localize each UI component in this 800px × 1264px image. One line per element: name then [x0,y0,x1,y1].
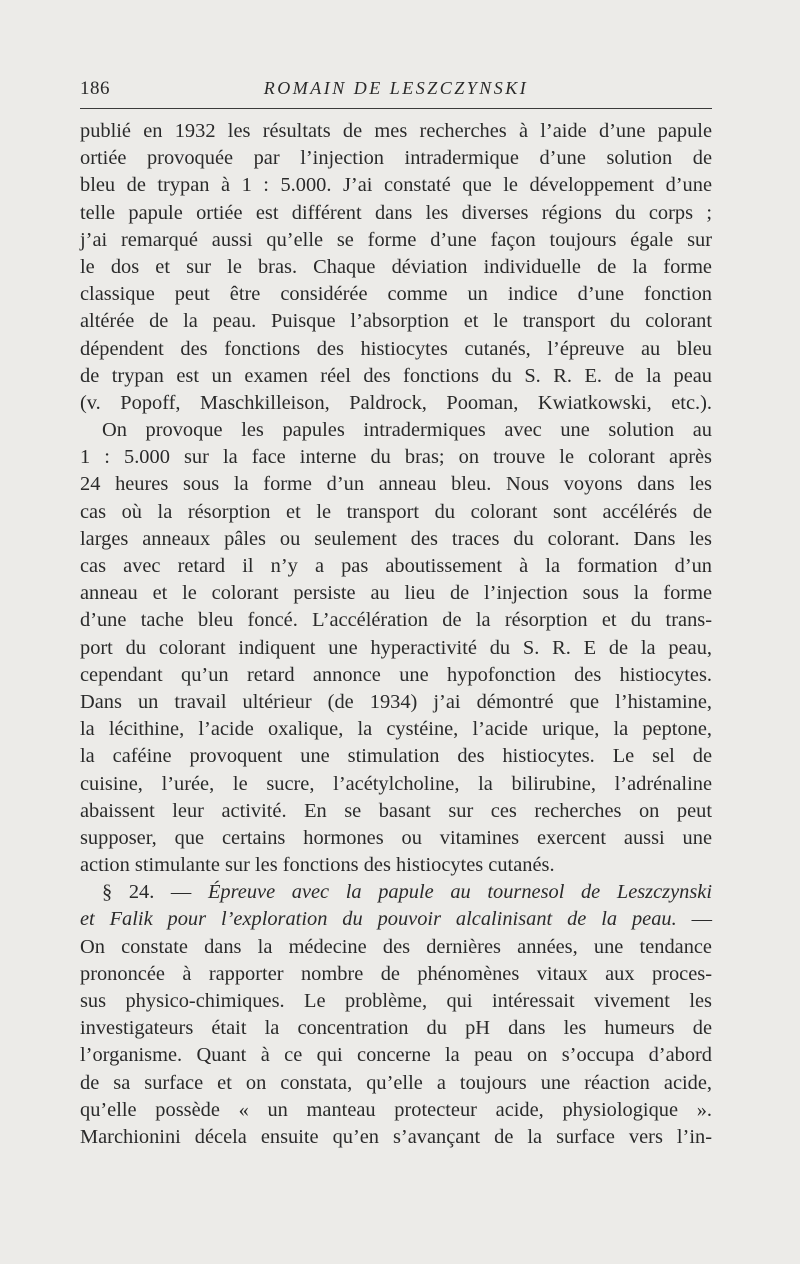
text-line: anneau et le colorant persiste au lieu de l’injection sous la forme [80,582,712,605]
text-line: Marchionini décela ensuite qu’en s’avançant de la surface vers l’in- [80,1125,712,1148]
text-line: j’ai remarqué aussi qu’elle se forme d’une façon toujours égale sur [80,228,712,251]
text-line: ortiée provoquée par l’injection intradermique d’une solution de [80,147,712,170]
text-line: l’organisme. Quant à ce qui concerne la peau on s’occupa d’abord [80,1044,712,1067]
text-line: dépendent des fonctions des histiocytes cutanés, l’épreuve au bleu [80,337,712,360]
text-line: larges anneaux pâles ou seulement des traces du colorant. Dans les [80,527,712,550]
text-line: cuisine, l’urée, le sucre, l’acétylcholine, la bilirubine, l’adrénaline [80,772,712,795]
text-line: On provoque les papules intradermiques avec une solution au [102,419,712,442]
section-dash: — [676,908,713,931]
text-line: classique peut être considérée comme un indice d’une fonction [80,283,712,306]
text-line: qu’elle possède « un manteau protecteur acide, physiologique ». [80,1098,712,1121]
text-line: On constate dans la médecine des dernières années, une tendance [80,935,712,958]
section-heading-line [80,906,712,933]
text-line: la caféine provoquent une stimulation des histiocytes. Le sel de [80,745,712,768]
text-line: prononcée à rapporter nombre de phénomènes vitaux aux proces- [80,962,712,985]
text-line: la lécithine, l’acide oxalique, la cystéine, l’acide urique, la peptone, [80,718,712,741]
text-line: (v. Popoff, Maschkilleison, Paldrock, Pooman, Kwiatkowski, etc.). [80,391,712,414]
header-rule [80,108,712,109]
text-line: investigateurs était la concentration du pH dans les humeurs de [80,1017,712,1040]
text-line: d’une tache bleu foncé. L’accélération de la résorption et du trans- [80,609,712,632]
text-line: le dos et sur le bras. Chaque déviation individuelle de la forme [80,255,712,278]
text-line: publié en 1932 les résultats de mes recherches à l’aide d’une papule [80,120,712,142]
text-line: de trypan est un examen réel des fonctions du S. R. E. de la peau [80,364,712,387]
text-line: supposer, que certains hormones ou vitamines exercent aussi une [80,826,712,849]
section-number: § 24. — [102,881,208,904]
text-line: sus physico-chimiques. Le problème, qui intéressait vivement les [80,990,712,1012]
text-line: de sa surface et on constata, qu’elle a toujours une réaction acide, [80,1071,712,1094]
section-title: Épreuve avec la papule au tournesol de Leszczynski [207,881,713,904]
text-line: 24 heures sous la forme d’un anneau bleu. Nous voyons dans les [80,473,712,496]
text-line: action stimulante sur les fonctions des histiocytes cutanés. [80,854,555,877]
running-head: ROMAIN DE LESZCZYNSKI [263,78,529,98]
text-line: cependant qu’un retard annonce une hypofonction des histiocytes. [80,663,712,686]
text-line: Dans un travail ultérieur (de 1934) j’ai démontré que l’histamine, [80,690,712,713]
body-text [80,118,712,1151]
page-number: 186 [80,78,110,99]
text-line: cas avec retard il n’y a pas aboutissement à la formation d’un [80,555,712,577]
text-line: altérée de la peau. Puisque l’absorption et le transport du colorant [80,310,712,333]
section-title: et Falik pour l’exploration du pouvoir alcalinisant de la peau. [80,908,677,931]
text-line: abaissent leur activité. En se basant sur ces recherches on peut [80,799,712,822]
text-line: bleu de trypan à 1 : 5.000. J’ai constaté que le développement d’une [80,174,712,197]
text-line: telle papule ortiée est différent dans les diverses régions du corps ; [80,201,712,224]
section-heading-line [80,879,712,906]
text-line: port du colorant indiquent une hyperactivité du S. R. E de la peau, [80,636,712,659]
text-line: 1 : 5.000 sur la face interne du bras; on trouve le colorant après [80,446,712,469]
text-line: cas où la résorption et le transport du colorant sont accélérés de [80,500,712,523]
page-header [80,78,712,108]
